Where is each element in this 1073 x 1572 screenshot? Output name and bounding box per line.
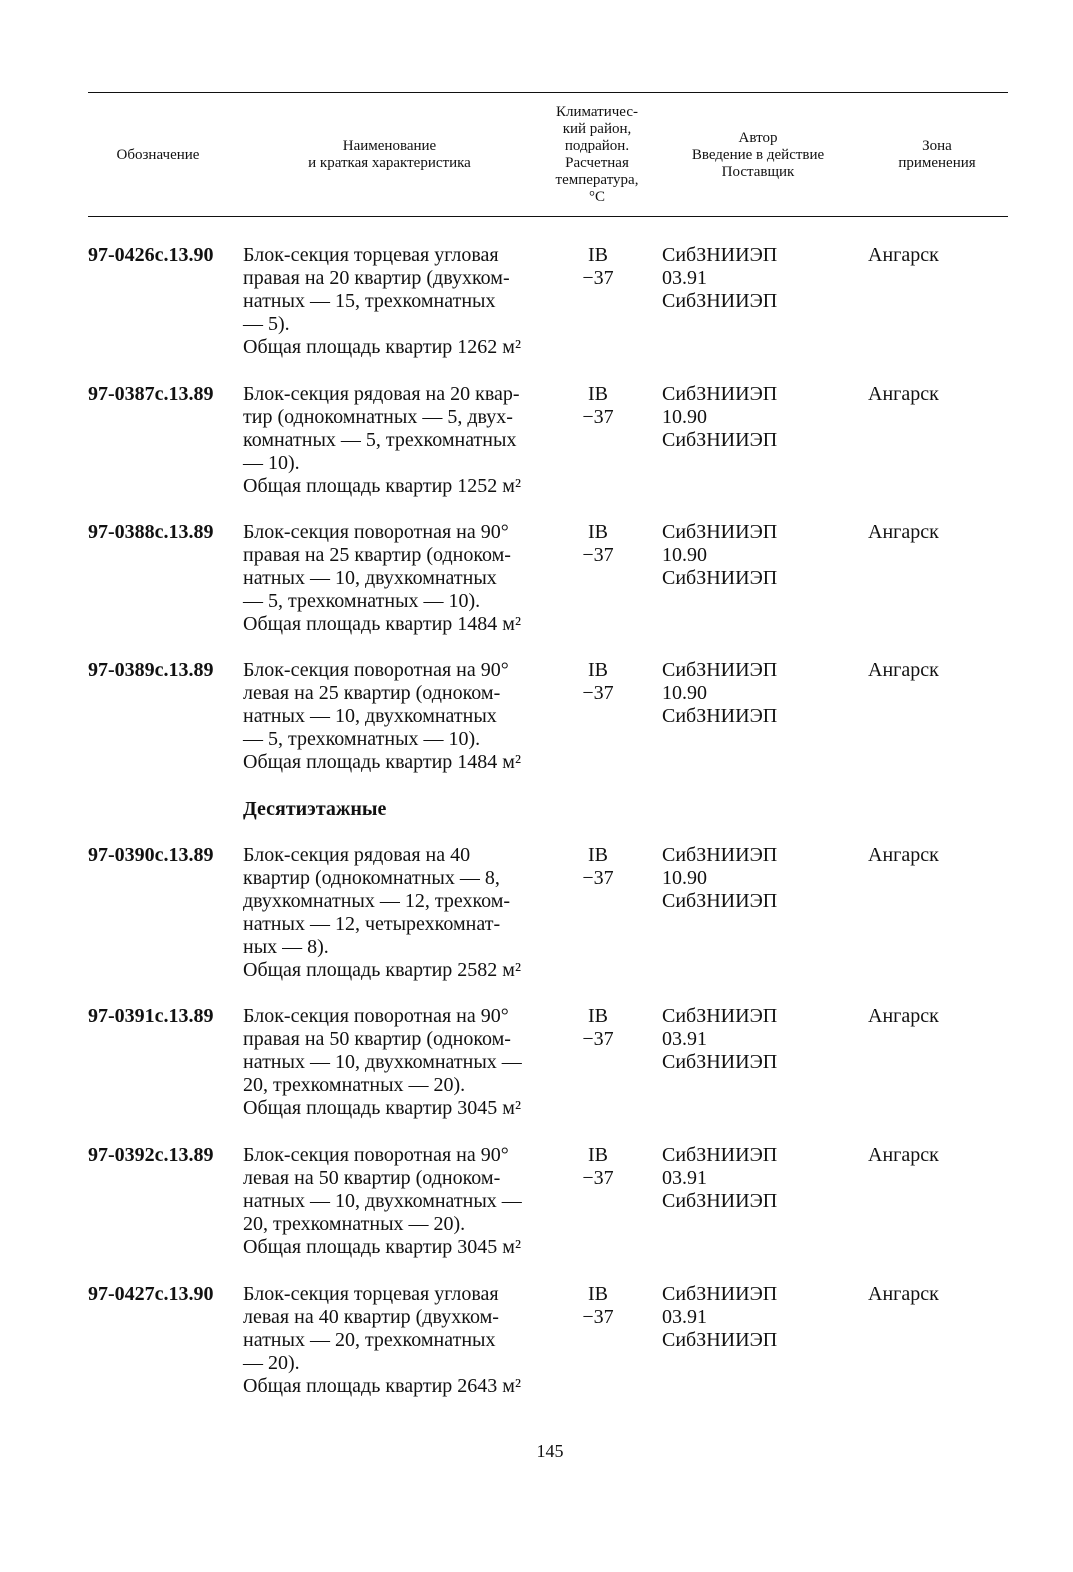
design-temperature: −37 [582, 1306, 614, 1328]
total-area: Общая площадь квартир 3045 м² [243, 1236, 521, 1258]
description-line: натных — 20, трехкомнатных [243, 1329, 496, 1351]
description-line: — 10). [243, 452, 300, 474]
author-name: СибЗНИИЭП [662, 1144, 778, 1166]
description-line: натных — 10, двухкомнатных [243, 567, 497, 589]
climate-region: IB [588, 1005, 608, 1027]
row-author [662, 244, 777, 313]
section-title: Десятиэтажные [243, 798, 387, 820]
description-line: Блок-секция поворотная на 90° [243, 1144, 509, 1166]
description-line: ных — 8). [243, 936, 329, 958]
design-temperature: −37 [582, 867, 614, 889]
description-line: Блок-секция рядовая на 20 квар- [243, 383, 520, 405]
row-climate [575, 1283, 621, 1329]
row-description [243, 521, 533, 636]
supplier-name: СибЗНИИЭП [662, 1329, 778, 1351]
row-description [243, 383, 533, 498]
author-name: СибЗНИИЭП [662, 844, 778, 866]
description-line: левая на 25 квартир (одноком- [243, 682, 501, 704]
description-line: тир (однокомнатных — 5, двух- [243, 406, 513, 428]
row-author [662, 1283, 777, 1352]
author-name: СибЗНИИЭП [662, 383, 778, 405]
row-zone: Ангарск [868, 1144, 939, 1166]
total-area: Общая площадь квартир 1484 м² [243, 613, 521, 635]
description-line: натных — 10, двухкомнатных [243, 705, 497, 727]
description-line: натных — 15, трехкомнатных [243, 290, 496, 312]
row-zone: Ангарск [868, 521, 939, 543]
total-area: Общая площадь квартир 2582 м² [243, 959, 521, 981]
climate-region: IB [588, 659, 608, 681]
row-designation: 97-0391с.13.89 [88, 1005, 214, 1027]
row-author [662, 844, 777, 913]
author-name: СибЗНИИЭП [662, 1283, 778, 1305]
climate-region: IB [588, 383, 608, 405]
description-line: — 5). [243, 313, 290, 335]
row-designation: 97-0387с.13.89 [88, 383, 214, 405]
table-header-rule [88, 216, 1008, 217]
row-designation: 97-0388с.13.89 [88, 521, 214, 543]
description-line: натных — 10, двухкомнатных — [243, 1190, 522, 1212]
row-author [662, 1144, 777, 1213]
row-author [662, 383, 777, 452]
row-description [243, 1283, 533, 1398]
row-climate [575, 521, 621, 567]
row-climate [575, 1144, 621, 1190]
supplier-name: СибЗНИИЭП [662, 890, 778, 912]
effective-date: 03.91 [662, 1028, 707, 1050]
effective-date: 10.90 [662, 544, 707, 566]
author-name: СибЗНИИЭП [662, 659, 778, 681]
effective-date: 03.91 [662, 1167, 707, 1189]
author-name: СибЗНИИЭП [662, 521, 778, 543]
row-climate [575, 844, 621, 890]
description-line: правая на 50 квартир (одноком- [243, 1028, 511, 1050]
header-designation: Обозначение [116, 146, 200, 163]
climate-region: IB [588, 844, 608, 866]
row-zone: Ангарск [868, 244, 939, 266]
row-description [243, 1144, 533, 1259]
total-area: Общая площадь квартир 1484 м² [243, 751, 521, 773]
effective-date: 10.90 [662, 867, 707, 889]
description-line: Блок-секция торцевая угловая [243, 1283, 499, 1305]
climate-region: IB [588, 1144, 608, 1166]
supplier-name: СибЗНИИЭП [662, 705, 778, 727]
row-description [243, 244, 533, 359]
supplier-name: СибЗНИИЭП [662, 1190, 778, 1212]
author-name: СибЗНИИЭП [662, 1005, 778, 1027]
description-line: Блок-секция поворотная на 90° [243, 659, 509, 681]
description-line: натных — 12, четырехкомнат- [243, 913, 501, 935]
climate-region: IB [588, 244, 608, 266]
row-zone: Ангарск [868, 1283, 939, 1305]
row-description [243, 844, 533, 982]
description-line: правая на 20 квартир (двухком- [243, 267, 510, 289]
design-temperature: −37 [582, 544, 614, 566]
row-author [662, 521, 777, 590]
description-line: левая на 50 квартир (одноком- [243, 1167, 501, 1189]
row-climate [575, 383, 621, 429]
effective-date: 10.90 [662, 682, 707, 704]
supplier-name: СибЗНИИЭП [662, 1051, 778, 1073]
design-temperature: −37 [582, 682, 614, 704]
effective-date: 03.91 [662, 267, 707, 289]
row-zone: Ангарск [868, 383, 939, 405]
total-area: Общая площадь квартир 1262 м² [243, 336, 521, 358]
design-temperature: −37 [582, 267, 614, 289]
description-line: комнатных — 5, трехкомнатных [243, 429, 517, 451]
design-temperature: −37 [582, 1167, 614, 1189]
total-area: Общая площадь квартир 3045 м² [243, 1097, 521, 1119]
row-designation: 97-0390с.13.89 [88, 844, 214, 866]
total-area: Общая площадь квартир 1252 м² [243, 475, 521, 497]
header-author: Автор Введение в действие Поставщик [691, 129, 825, 180]
description-line: — 5, трехкомнатных — 10). [243, 590, 481, 612]
row-description [243, 1005, 533, 1120]
header-zone: Зона применения [898, 138, 976, 171]
effective-date: 10.90 [662, 406, 707, 428]
design-temperature: −37 [582, 406, 614, 428]
author-name: СибЗНИИЭП [662, 244, 778, 266]
supplier-name: СибЗНИИЭП [662, 429, 778, 451]
row-designation: 97-0389с.13.89 [88, 659, 214, 681]
header-name: Наименование и краткая характеристика [308, 138, 471, 171]
climate-region: IB [588, 1283, 608, 1305]
description-line: квартир (однокомнатных — 8, [243, 867, 500, 889]
row-description [243, 659, 533, 774]
row-zone: Ангарск [868, 659, 939, 681]
row-climate [575, 244, 621, 290]
row-author [662, 659, 777, 728]
description-line: натных — 10, двухкомнатных — [243, 1051, 522, 1073]
description-line: правая на 25 квартир (одноком- [243, 544, 511, 566]
supplier-name: СибЗНИИЭП [662, 567, 778, 589]
row-designation: 97-0392с.13.89 [88, 1144, 214, 1166]
description-line: — 20). [243, 1352, 300, 1374]
description-line: Блок-секция рядовая на 40 [243, 844, 471, 866]
row-designation: 97-0426с.13.90 [88, 244, 214, 266]
description-line: 20, трехкомнатных — 20). [243, 1213, 466, 1235]
description-line: левая на 40 квартир (двухком- [243, 1306, 499, 1328]
description-line: двухкомнатных — 12, трехком- [243, 890, 511, 912]
climate-region: IB [588, 521, 608, 543]
row-climate [575, 1005, 621, 1051]
row-zone: Ангарск [868, 1005, 939, 1027]
supplier-name: СибЗНИИЭП [662, 290, 778, 312]
description-line: 20, трехкомнатных — 20). [243, 1074, 466, 1096]
header-climate: Климатичес- кий район, подрайон. Расчетная температура, °С [555, 104, 639, 205]
description-line: Блок-секция поворотная на 90° [243, 1005, 509, 1027]
row-climate [575, 659, 621, 705]
row-author [662, 1005, 777, 1074]
page-number: 145 [536, 1441, 564, 1461]
table-top-rule [88, 92, 1008, 93]
description-line: Блок-секция торцевая угловая [243, 244, 499, 266]
description-line: — 5, трехкомнатных — 10). [243, 728, 481, 750]
total-area: Общая площадь квартир 2643 м² [243, 1375, 521, 1397]
effective-date: 03.91 [662, 1306, 707, 1328]
design-temperature: −37 [582, 1028, 614, 1050]
row-designation: 97-0427с.13.90 [88, 1283, 214, 1305]
row-zone: Ангарск [868, 844, 939, 866]
description-line: Блок-секция поворотная на 90° [243, 521, 509, 543]
